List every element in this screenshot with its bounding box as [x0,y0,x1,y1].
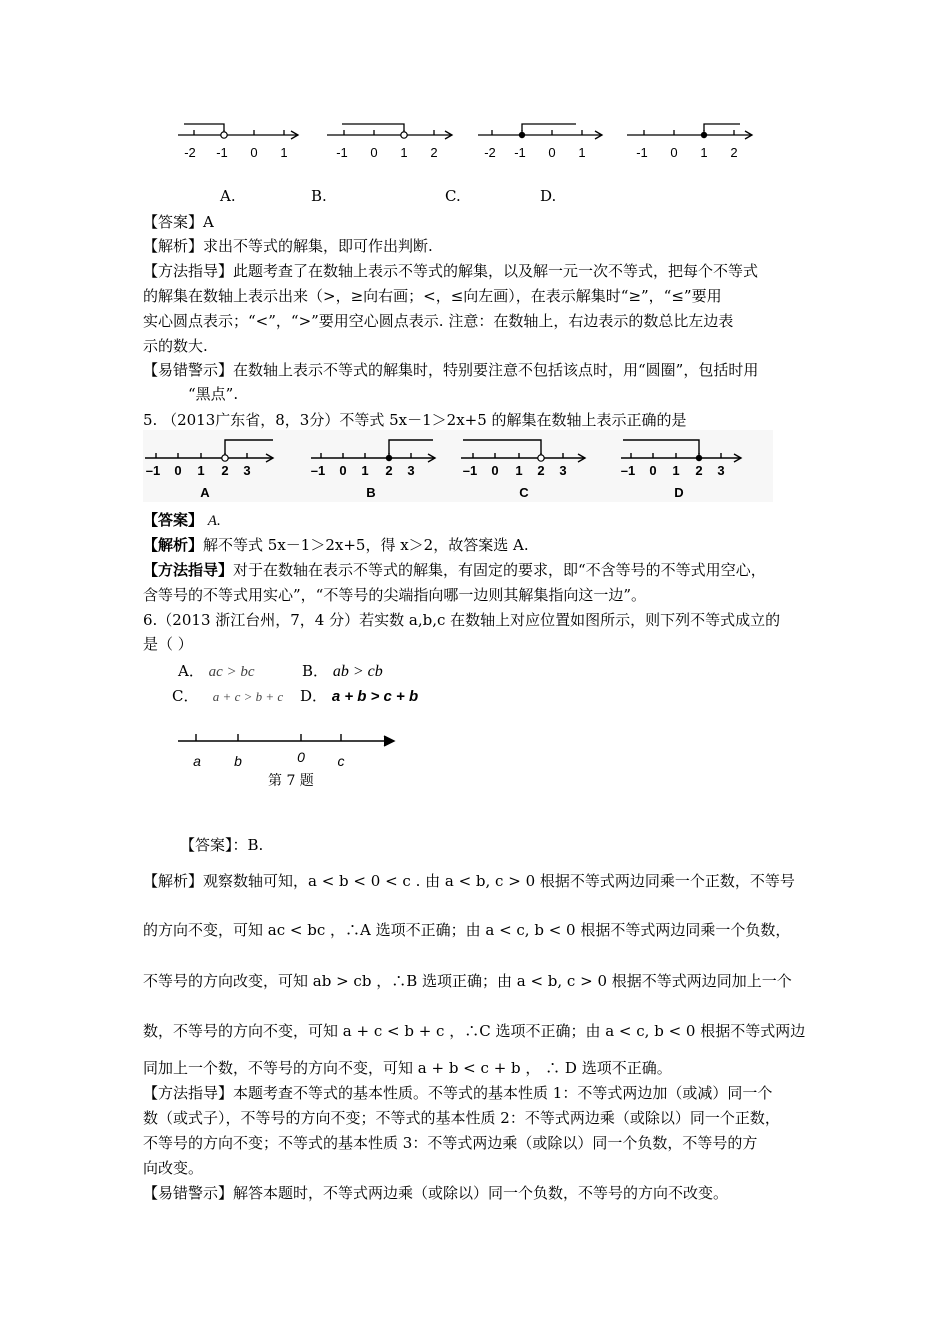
q4-a-label-0: -2 [184,145,196,160]
q6-answer: 【答案】：B. [180,836,264,854]
q6-option-d: D． a + b > c + b [300,687,419,705]
q6-figure-caption: 第 7 题 [268,773,314,789]
q6-analysis-line-1: 【解析】观察数轴可知，a < b < 0 < c . 由 a < b, c > 0 根据不等式两边同乘一个正数，不等号 [143,872,795,890]
q6-axis-label-c: c [337,753,345,769]
q4-method-line-2: 的解集在数轴上表示出来（>，≥向右画；<，≤向左画），在表示解集时“≥”，“≤”要用 [143,287,722,305]
q4-d-label-1: 0 [670,145,678,160]
q4-option-b: B. [311,187,327,205]
q6-analysis-line-5: 同加上一个数，不等号的方向不变，可知 a + b < c + b ， ∴ D 选项不正确。 [143,1059,672,1077]
q6-axis-label-b: b [234,753,242,769]
q5-a-label-2: 1 [197,463,205,478]
q6-option-b: B． ab > cb [302,662,383,680]
q6-axis-label-0: 0 [297,749,305,765]
q5-c-label-3: 2 [537,463,545,478]
q5-a-letter: A [200,485,210,500]
q6-question-line-2: 是（ ） [143,635,193,653]
q4-a-label-1: -1 [216,145,228,160]
q5-b-letter: B [366,485,376,500]
q4-a-label-3: 1 [280,145,288,160]
q4-d-label-2: 1 [700,145,708,160]
q4-b-label-2: 1 [400,145,408,160]
q5-b-label-1: 0 [339,463,347,478]
q5-d-label-2: 1 [672,463,680,478]
q6-analysis-line-2: 的方向不变，可知 ac < bc ，∴A 选项不正确；由 a < c, b < 0 根据不等式两边同乘一个负数， [143,921,791,939]
q4-method-line-4: 示的数大. [143,337,208,355]
q4-b-label-0: -1 [336,145,348,160]
q4-analysis: 【解析】求出不等式的解集，即可作出判断. [143,237,433,255]
q6-method-line-1: 【方法指导】本题考查不等式的基本性质。不等式的基本性质 1：不等式两边加（或减）同一个 [143,1084,773,1102]
q6-warning: 【易错警示】解答本题时，不等式两边乘（或除以）同一个负数，不等号的方向不改变。 [143,1184,729,1202]
q5-a-label-4: 3 [243,463,251,478]
q4-d-label-0: -1 [636,145,648,160]
q4-option-d: D. [540,187,557,205]
q5-c-letter: C [519,485,529,500]
q4-warning-line-1: 【易错警示】在数轴上表示不等式的解集时，特别要注意不包括该点时，用“圆圈”，包括时用 [143,361,759,379]
q5-c-label-1: 0 [491,463,499,478]
q4-b-label-3: 2 [430,145,438,160]
q4-answer: 【答案】A [143,213,214,231]
q4-option-c: C. [445,187,461,205]
q5-d-label-3: 2 [695,463,703,478]
q4-c-label-0: -2 [484,145,496,160]
q5-d-label-4: 3 [717,463,725,478]
q6-method-line-2: 数（或式子），不等号的方向不变；不等式的基本性质 2：不等式两边乘（或除以）同一个正数， [143,1109,780,1127]
q5-method-line-1: 【方法指导】对于在数轴在表示不等式的解集，有固定的要求，即“不含等号的不等式用空心， [143,561,766,579]
q5-b-label-0: –1 [310,463,326,478]
q6-analysis-line-4: 数，不等号的方向不变，可知 a + c < b + c ，∴C 选项不正确；由 a < c, b < 0 根据不等式两边 [143,1022,806,1040]
q5-a-label-1: 0 [174,463,182,478]
q6-axis-label-a: a [193,753,201,769]
q5-d-label-1: 0 [649,463,657,478]
q6-question-line-1: 6.（2013 浙江台州，7，4 分）若实数 a,b,c 在数轴上对应位置如图所示，则下列不等式成立的 [143,611,781,629]
q4-number-lines [170,112,770,162]
q5-analysis: 【解析】解不等式 5x－1＞2x+5，得 x＞2，故答案选 A. [143,536,529,554]
q4-c-label-3: 1 [578,145,586,160]
q6-option-c: C． a + c > b + c [172,687,284,705]
q4-warning-line-2: “黑点”. [188,385,239,403]
q5-b-label-4: 3 [407,463,415,478]
q6-option-a: A． ac > bc [178,662,255,680]
q5-c-label-0: –1 [462,463,478,478]
q5-c-label-4: 3 [559,463,567,478]
q4-option-a: A. [220,187,236,205]
q5-number-lines [143,430,773,502]
q4-d-label-3: 2 [730,145,738,160]
q4-b-label-1: 0 [370,145,378,160]
q5-answer: 【答案】 A. [143,511,221,529]
q5-c-label-2: 1 [515,463,523,478]
q5-method-line-2: 含等号的不等式用实心”，“不等号的尖端指向哪一边则其解集指向这一边”。 [143,586,647,604]
q6-analysis-line-3: 不等号的方向改变，可知 ab > cb ，∴B 选项正确；由 a < b, c > 0 根据不等式两边同加上一个 [143,972,792,990]
q5-a-label-3: 2 [221,463,229,478]
q5-a-label-0: –1 [145,463,161,478]
q4-c-label-2: 0 [548,145,556,160]
q4-c-label-1: -1 [514,145,526,160]
q5-question: 5. （2013广东省，8，3分）不等式 5x－1＞2x+5 的解集在数轴上表示正确的是 [143,411,687,429]
q6-method-line-3: 不等号的方向不变；不等式的基本性质 3：不等式两边乘（或除以）同一个负数，不等号的方 [143,1134,758,1152]
q4-method-line-1: 【方法指导】此题考查了在数轴上表示不等式的解集，以及解一元一次不等式，把每个不等式 [143,262,759,280]
q4-method-line-3: 实心圆点表示；“<”，“>”要用空心圆点表示. 注意：在数轴上，右边表示的数总比左边表 [143,312,734,330]
q5-b-label-2: 1 [361,463,369,478]
q5-d-label-0: –1 [620,463,636,478]
q6-number-line [170,728,410,773]
q5-b-label-3: 2 [385,463,393,478]
q4-a-label-2: 0 [250,145,258,160]
q6-method-line-4: 向改变。 [143,1159,204,1177]
q5-d-letter: D [674,485,684,500]
